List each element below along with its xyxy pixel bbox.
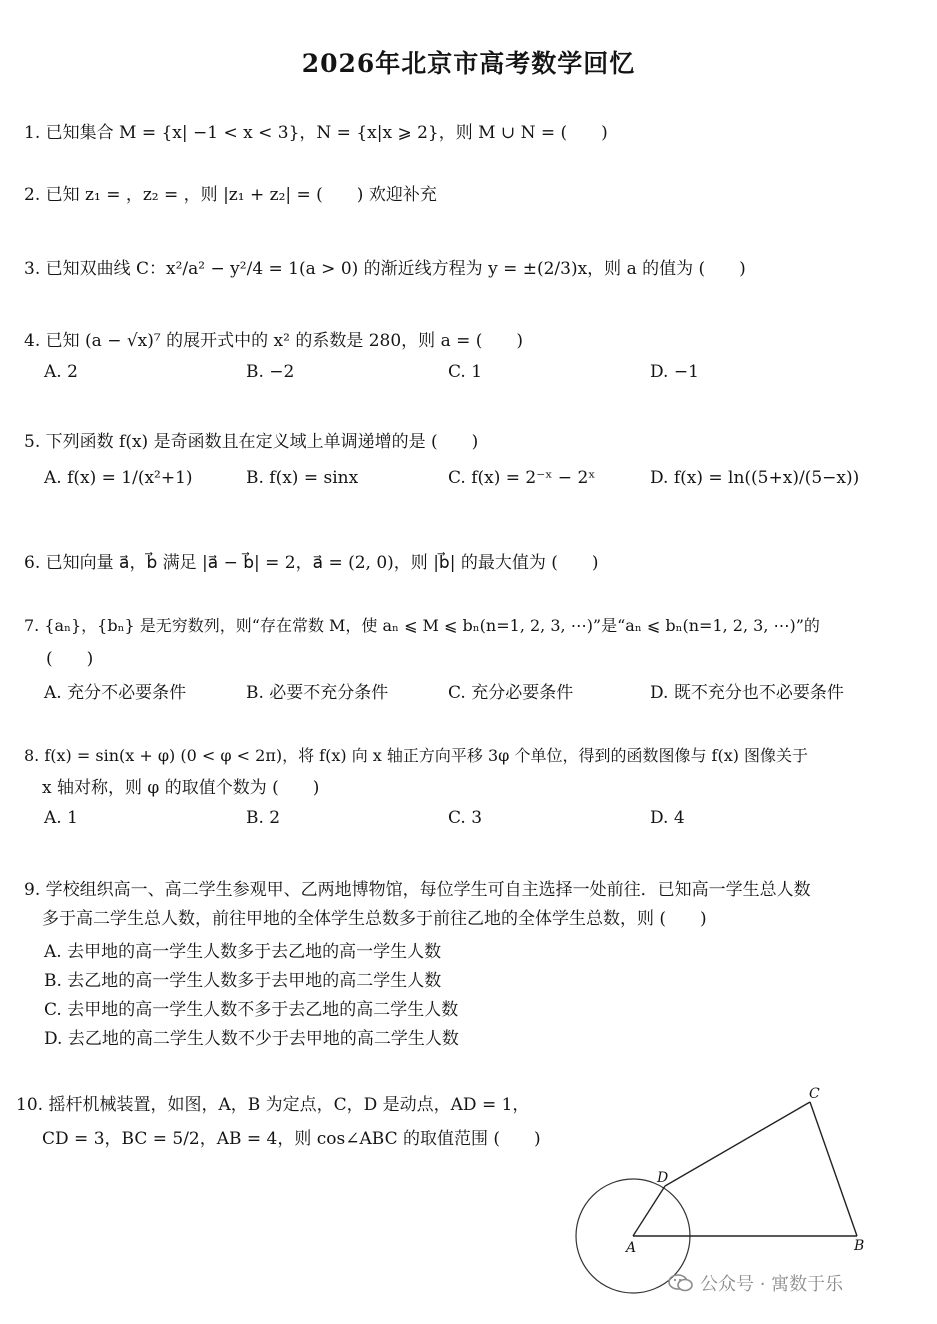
option-a: A. 充分不必要条件: [44, 683, 187, 703]
question-1: 1. 已知集合 M = {x| −1 < x < 3}，N = {x|x ⩾ 2}，则 M ∪ N = ( ): [24, 123, 608, 143]
option-a: A. f(x) = 1/(x²+1): [44, 468, 193, 488]
label-c: C: [809, 1086, 820, 1102]
option-d: D. 4: [650, 808, 685, 828]
question-4-options: [0, 362, 937, 392]
question-7-continuation: ( ): [46, 649, 94, 669]
watermark-text: 公众号 · 寓数于乐: [700, 1274, 844, 1295]
question-5: 5. 下列函数 f(x) 是奇函数且在定义域上单调递增的是 ( ): [24, 432, 479, 452]
segment-dc: [665, 1102, 810, 1186]
question-7-options: [0, 678, 937, 708]
segment-cb: [810, 1102, 857, 1236]
watermark: [668, 1270, 843, 1296]
option-b: B. 去乙地的高一学生人数多于去甲地的高二学生人数: [44, 971, 442, 991]
question-8-options: [0, 808, 937, 838]
page-title: 2026年北京市高考数学回忆: [301, 49, 636, 78]
option-a: A. 去甲地的高一学生人数多于去乙地的高一学生人数: [44, 942, 442, 962]
label-d: D: [657, 1170, 669, 1186]
question-6: 6. 已知向量 a⃗，b⃗ 满足 |a⃗ − b⃗| = 2，a⃗ = (2, 0)，则 |b⃗| 的最大值为 ( ): [24, 553, 599, 573]
option-c: C. 3: [448, 808, 483, 828]
segment-ad: [633, 1186, 665, 1236]
question-8-continuation: x 轴对称，则 φ 的取值个数为 ( ): [42, 778, 320, 798]
question-3: 3. 已知双曲线 C：x²/a² − y²/4 = 1(a > 0) 的渐近线方程为 y = ±(2/3)x，则 a 的值为 ( ): [24, 259, 746, 279]
question-10: 10. 摇杆机械装置，如图，A，B 为定点，C，D 是动点，AD = 1，: [16, 1095, 530, 1115]
option-c: C. f(x) = 2⁻ˣ − 2ˣ: [448, 468, 596, 488]
option-b: B. f(x) = sinx: [246, 468, 359, 488]
question-2: 2. 已知 z₁ = ，z₂ = ，则 |z₁ + z₂| = ( ) 欢迎补充: [24, 185, 437, 205]
option-a: A. 2: [44, 362, 78, 382]
option-b: B. −2: [246, 362, 295, 382]
option-d: D. f(x) = ln((5+x)/(5−x)): [650, 468, 860, 488]
question-8: 8. f(x) = sin(x + φ) (0 < φ < 2π)，将 f(x) 向 x 轴正方向平移 3φ 个单位，得到的函数图像与 f(x) 图像关于: [24, 746, 809, 765]
label-a: A: [626, 1240, 637, 1256]
option-d: D. 既不充分也不必要条件: [650, 683, 844, 703]
question-7: 7. {aₙ}，{bₙ} 是无穷数列，则“存在常数 M，使 aₙ ⩽ M ⩽ bₙ(n=1, 2, 3, ⋯)”是“aₙ ⩽ bₙ(n=1, 2, 3, ⋯)”的: [24, 616, 820, 635]
option-a: A. 1: [44, 808, 78, 828]
option-d: D. −1: [650, 362, 699, 382]
label-b: B: [854, 1238, 865, 1254]
option-c: C. 1: [448, 362, 483, 382]
question-10-continuation: CD = 3，BC = 5/2，AB = 4，则 cos∠ABC 的取值范围 ( ): [42, 1129, 541, 1149]
question-9-continuation: 多于高二学生总人数，前往甲地的全体学生总数多于前往乙地的全体学生总数，则 ( ): [42, 909, 707, 929]
question-9: 9. 学校组织高一、高二学生参观甲、乙两地博物馆，每位学生可自主选择一处前往．已知高一学生总人数: [24, 880, 811, 900]
option-c: C. 去甲地的高一学生人数不多于去乙地的高二学生人数: [44, 1000, 459, 1020]
option-c: C. 充分必要条件: [448, 683, 574, 703]
question-5-options: [0, 468, 937, 498]
question-4: 4. 已知 (a − √x)⁷ 的展开式中的 x² 的系数是 280，则 a = ( ): [24, 331, 524, 351]
option-d: D. 去乙地的高二学生人数不少于去甲地的高二学生人数: [44, 1029, 459, 1049]
option-b: B. 2: [246, 808, 281, 828]
wechat-icon: [668, 1273, 694, 1293]
option-b: B. 必要不充分条件: [246, 683, 389, 703]
